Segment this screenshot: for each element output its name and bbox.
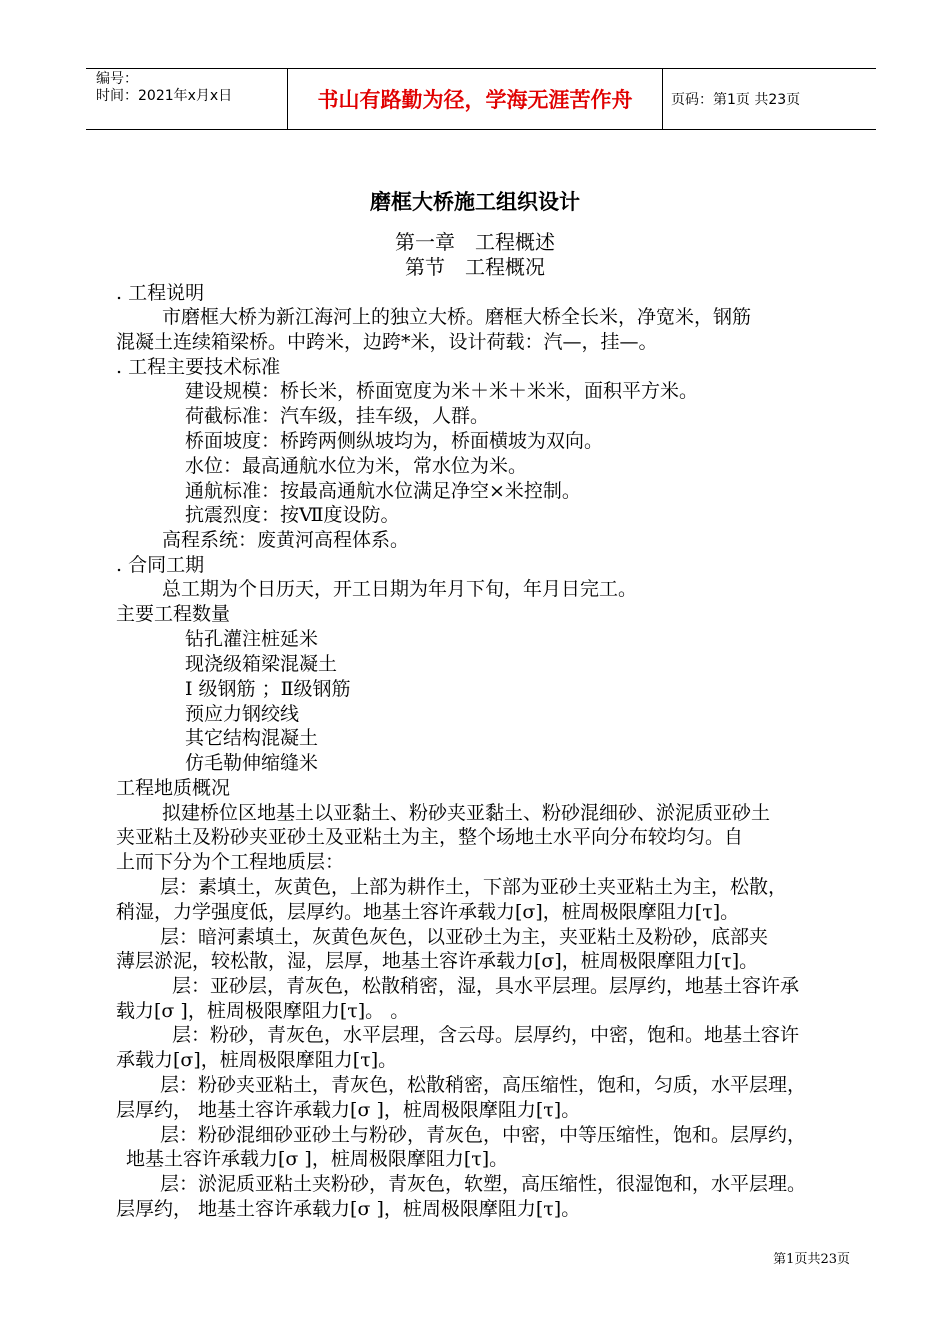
layer-line: 层：淤泥质亚粘土夹粉砂，青灰色，软塑，高压缩性，很湿饱和，水平层理。 [160,1173,807,1195]
layer-line: 地基土容许承载力[σ ]，桩周极限摩阻力[τ]。 [126,1148,509,1170]
heading-geology: 工程地质概况 [116,777,231,799]
paragraph-line: 拟建桥位区地基土以亚黏土、粉砂夹亚黏土、粉砂混细砂、淤泥质亚砂土 [162,802,771,824]
standard-item: 建设规模：桥长米，桥面宽度为米＋米＋米米，面积平方米。 [185,380,699,402]
standard-item: 高程系统：废黄河高程体系。 [162,529,410,551]
layer-line: 层：粉砂夹亚粘土，青灰色，松散稍密，高压缩性，饱和，匀质，水平层理， [160,1074,807,1096]
layer-line: 层：暗河素填土，灰黄色灰色，以亚砂土为主，夹亚粘土及粉砂，底部夹 [160,926,769,948]
quantity-item: 其它结构混凝土 [185,727,319,749]
heading-contract-period: . 合同工期 [116,554,205,576]
chapter-heading: 第一章 工程概述 [395,230,555,254]
quantity-item: 预应力钢绞线 [185,703,300,725]
paragraph-line: 混凝土连续箱梁桥。中跨米，边跨*米，设计荷载：汽—，挂—。 [116,331,658,353]
paragraph-line: 夹亚粘土及粉砂夹亚砂土及亚粘土为主，整个场地土水平向分布较均匀。自 [116,826,744,848]
page-footer: 第1页共23页 [773,1252,850,1267]
heading-project-description: . 工程说明 [116,282,205,304]
paragraph-line: 市磨框大桥为新江海河上的独立大桥。磨框大桥全长米，净宽米，钢筋 [162,306,752,328]
layer-line: 稍湿，力学强度低，层厚约。地基土容许承载力[σ]，桩周极限摩阻力[τ]。 [116,901,740,923]
layer-line: 层：粉砂，青灰色，水平层理，含云母。层厚约，中密，饱和。地基土容许 [172,1024,800,1046]
layer-line: 薄层淤泥，较松散，湿，层厚，地基土容许承载力[σ]，桩周极限摩阻力[τ]。 [116,950,759,972]
section-heading: 第节 工程概况 [405,255,545,279]
standard-item: 通航标准：按最高通航水位满足净空×米控制。 [185,480,581,502]
header-meta [86,69,287,129]
layer-line: 层：粉砂混细砂亚砂土与粉砂，青灰色，中密，中等压缩性，饱和。层厚约， [160,1124,807,1146]
heading-quantities: 主要工程数量 [116,603,231,625]
standard-item: 抗震烈度：按Ⅶ度设防。 [185,504,400,526]
header-page-info: 页码：第1页 共23页 [671,92,801,108]
paragraph-line: 总工期为个日历天，开工日期为年月下旬，年月日完工。 [162,578,638,600]
standard-item: 水位：最高通航水位为米，常水位为米。 [185,455,528,477]
standard-item: 桥面坡度：桥跨两侧纵坡均为，桥面横坡为双向。 [185,430,604,452]
quantity-item: 现浇级箱梁混凝土 [185,653,338,675]
standard-item: 荷截标准：汽车级，挂车级，人群。 [185,405,490,427]
quantity-item: Ⅰ 级钢筋 ；Ⅱ级钢筋 [185,678,351,700]
layer-line: 载力[σ ]，桩周极限摩阻力[τ]。 。 [116,1000,410,1022]
layer-line: 承载力[σ]，桩周极限摩阻力[τ]。 [116,1049,398,1071]
quantity-item: 钻孔灌注桩延米 [185,628,319,650]
layer-line: 层：素填土，灰黄色，上部为耕作土，下部为亚砂土夹亚粘土为主，松散， [160,876,788,898]
quantity-item: 仿毛勒伸缩缝米 [185,752,319,774]
header-number: 编号： [96,71,138,87]
heading-technical-standards: . 工程主要技术标准 [116,356,281,378]
header-time: 时间：2021年x月x日 [96,88,233,104]
page-header [86,68,876,130]
document-title: 磨框大桥施工组织设计 [370,190,580,214]
header-motto: 书山有路勤为径，学海无涯苦作舟 [287,69,663,129]
layer-line: 层：亚砂层，青灰色，松散稍密，湿，具水平层理。层厚约，地基土容许承 [172,975,800,997]
layer-line: 层厚约， 地基土容许承载力[σ ]，桩周极限摩阻力[τ]。 [116,1198,581,1220]
paragraph-line: 上而下分为个工程地质层： [116,851,345,873]
layer-line: 层厚约， 地基土容许承载力[σ ]，桩周极限摩阻力[τ]。 [116,1099,581,1121]
